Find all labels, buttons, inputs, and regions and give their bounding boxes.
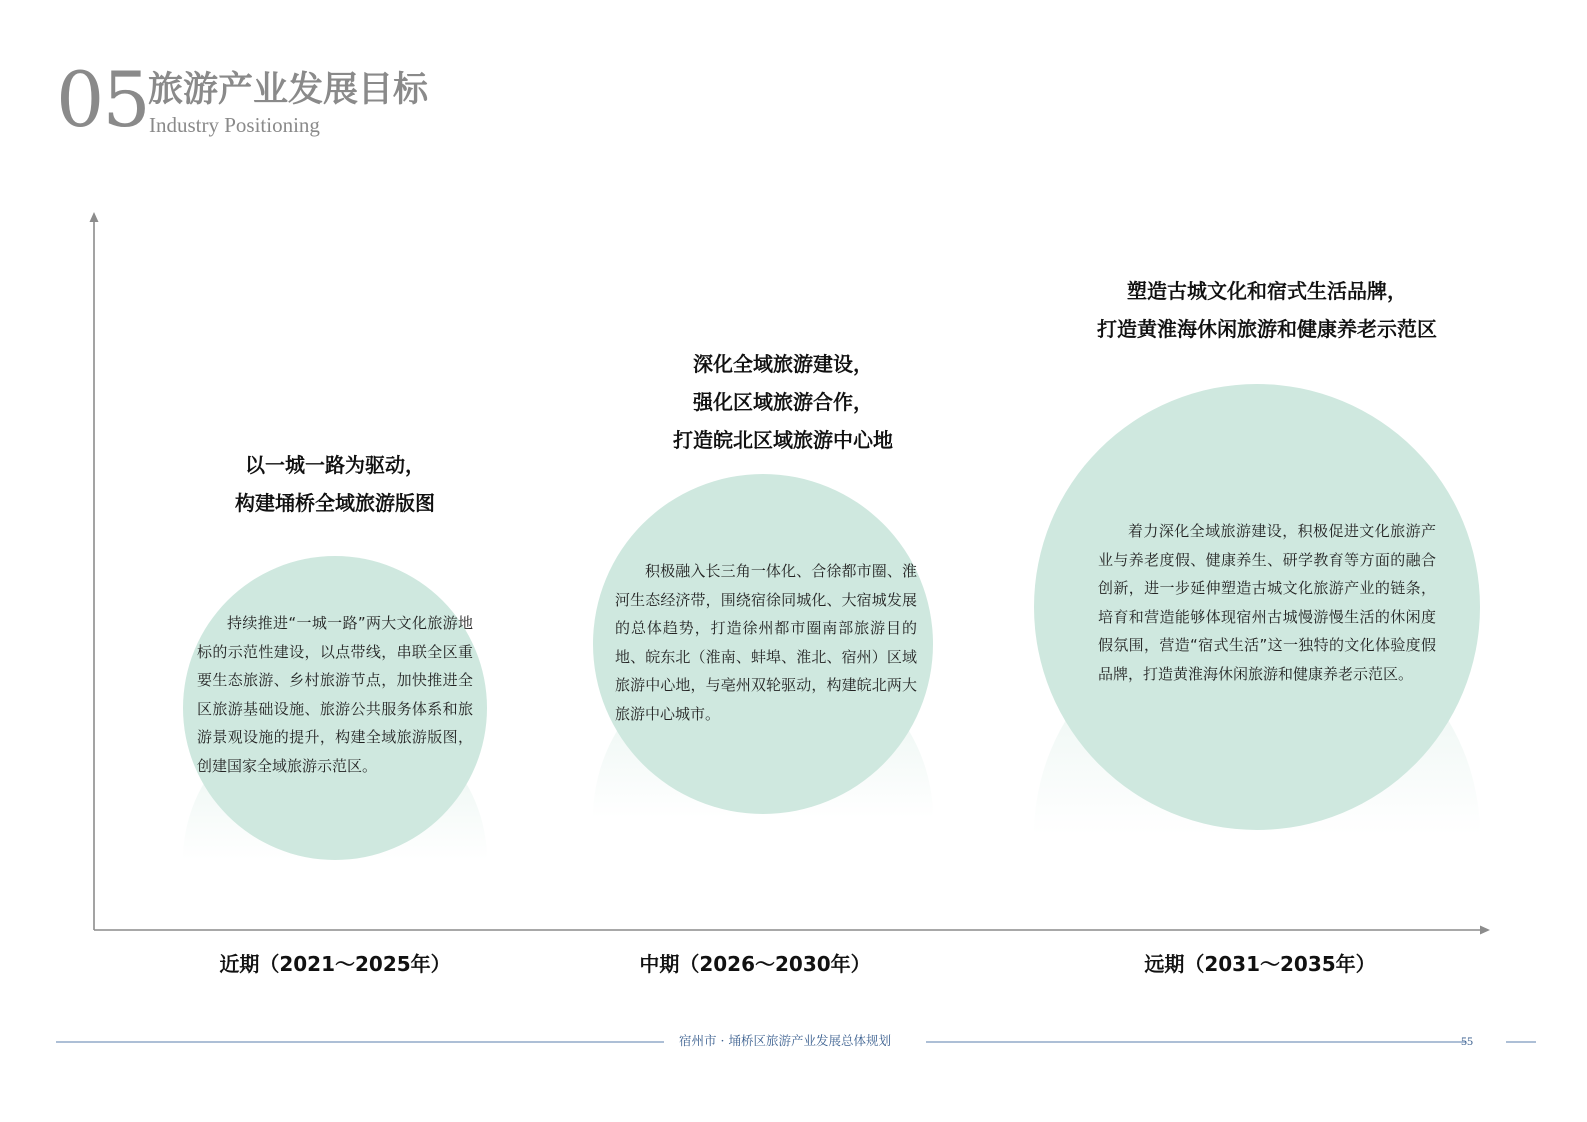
- stage-2-description: 积极融入长三角一体化、合徐都市圈、淮河生态经济带，围绕宿徐同城化、大宿城发展的总体趋势，打造徐州都市圈南部旅游目的地、皖东北（淮南、蚌埠、淮北、宿州）区域旅游中心地，与亳州双轮驱动，构建皖北两大旅游中心城市。: [615, 562, 917, 723]
- stage-1-heading: [185, 446, 485, 522]
- section-title: 旅游产业发展目标: [148, 69, 429, 110]
- footer-title: 宿州市 · 埇桥区旅游产业发展总体规划: [679, 1033, 891, 1048]
- stage-2-heading-line: 打造皖北区域旅游中心地: [673, 428, 893, 452]
- stage-3-heading-line: 打造黄淮海休闲旅游和健康养老示范区: [1097, 317, 1437, 341]
- stage-2-heading: [613, 345, 953, 459]
- section-subtitle: Industry Positioning: [149, 113, 320, 137]
- page-number: 55: [1461, 1034, 1473, 1048]
- stage-2-heading-line: 强化区域旅游合作，: [693, 390, 873, 414]
- stage-1-description: 持续推进“一城一路”两大文化旅游地标的示范性建设，以点带线，串联全区重要生态旅游、乡村旅游节点，加快推进全区旅游基础设施、旅游公共服务体系和旅游景观设施的提升，构建全域旅游版图，创建国家全域旅游示范区。: [197, 614, 473, 775]
- stage-2-period: 中期（2026～2030年）: [639, 952, 871, 976]
- stage-1-period: 近期（2021～2025年）: [219, 952, 451, 976]
- stage-3-period: 远期（2031～2035年）: [1144, 952, 1376, 976]
- stage-3-description: 着力深化全域旅游建设，积极促进文化旅游产业与养老度假、健康养生、研学教育等方面的融合创新，进一步延伸塑造古城文化旅游产业的链条，培育和营造能够体现宿州古城慢游慢生活的休闲度假氛围，营造“宿式生活”这一独特的文化体验度假品牌，打造黄淮海休闲旅游和健康养老示范区。: [1098, 522, 1436, 683]
- stage-1-heading-line: 以一城一路为驱动，: [245, 453, 425, 477]
- stage-3-heading-line: 塑造古城文化和宿式生活品牌，: [1127, 279, 1407, 303]
- stage-3-heading: [1062, 272, 1472, 348]
- y-axis-arrow: [90, 212, 99, 222]
- stage-2-heading-line: 深化全域旅游建设，: [693, 352, 873, 376]
- stage-1-heading-line: 构建埇桥全域旅游版图: [235, 491, 435, 515]
- section-number: 05: [56, 55, 149, 144]
